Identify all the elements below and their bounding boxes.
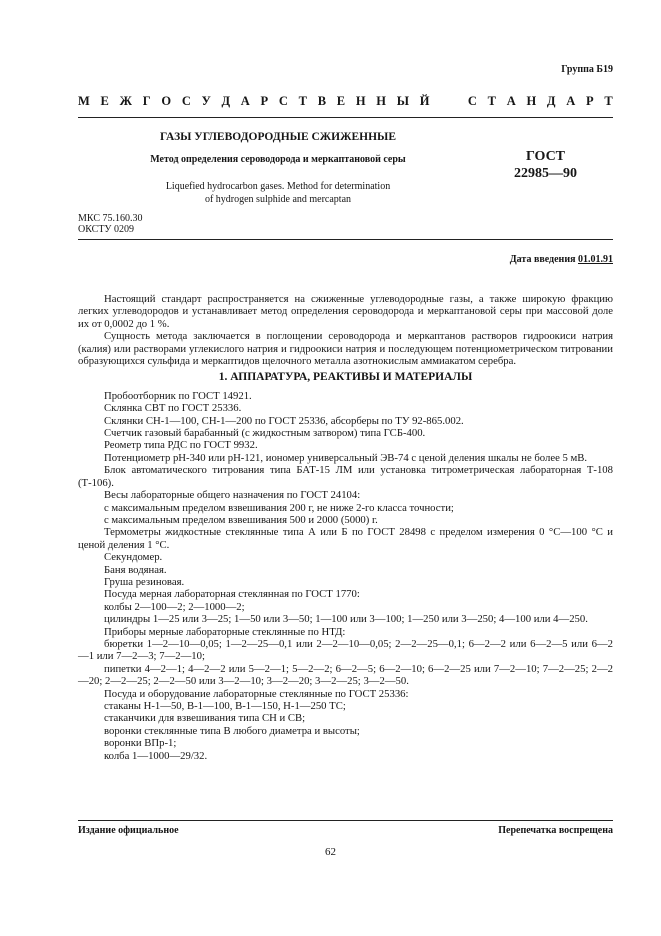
banner-letter: Й	[419, 94, 430, 108]
mks-code: МКС 75.160.30	[78, 213, 143, 224]
group-code: Группа Б19	[561, 64, 613, 75]
list-item: Потенциометр pH-340 или pH-121, иономер универсальный ЭВ-74 с ценой деления шкалы не более 5 мВ.	[104, 451, 588, 464]
scope-paragraph: Настоящий стандарт распространяется на сжиженные углеводородные газы, а также широкую фракцию легких углеводородов и устанавливает метод определения сероводорода и меркаптановой серы при массовой доле их от 0,0002 до 1 %.	[78, 293, 613, 330]
classification-codes	[78, 213, 142, 235]
banner-letter: Ы	[396, 94, 410, 108]
banner-letter: В	[317, 94, 327, 108]
introduction-date-value: 01.01.91	[578, 254, 613, 265]
banner-letter: А	[240, 94, 250, 108]
banner-letter: О	[161, 94, 172, 108]
banner-letter: У	[201, 94, 211, 108]
gost-label: ГОСТ	[525, 149, 566, 164]
banner-letter: Р	[585, 94, 594, 108]
english-title	[78, 180, 478, 206]
banner-letter: С	[278, 94, 288, 108]
list-item: Посуда и оборудование лабораторные стеклянные по ГОСТ 25336:	[104, 687, 409, 700]
introduction-date-label: Дата введения	[509, 254, 576, 265]
document-body	[78, 293, 613, 762]
gost-number: 22985—90	[514, 166, 577, 181]
banner-letter: А	[566, 94, 576, 108]
list-item: бюретки 1—2—10—0,05; 1—2—25—0,1 или 2—2—10—0,05; 2—2—25—0,1; 6—2—2 или 6—2—5 или 6—2—1 или 7—2—3; 7—2—10;	[78, 637, 613, 663]
banner-letter: С	[181, 94, 191, 108]
banner-letter: Ж	[119, 94, 132, 108]
banner-letter: Р	[260, 94, 269, 108]
english-title-line-2: of hydrogen sulphide and mercaptan	[204, 194, 352, 205]
list-item: Термометры жидкостные стеклянные типа А или Б по ГОСТ 28498 с пределом измерения 0 °С—100 °С и ценой деления 1 °С.	[78, 526, 613, 551]
okstu-code: ОКСТУ 0209	[78, 224, 135, 235]
banner-letter	[440, 94, 443, 109]
list-item: цилиндры 1—25 или 3—25; 1—50 или 3—50; 1—100 или 3—100; 1—250 или 3—250; 4—100 или 4—250.	[104, 613, 588, 626]
reprint-prohibited-note: Перепечатка воспрещена	[498, 825, 613, 836]
list-item: воронки ВПр-1;	[104, 737, 177, 750]
banner-letter: Н	[355, 94, 366, 108]
english-title-line-1: Liquefied hydrocarbon gases. Method for determination	[165, 181, 391, 192]
list-item: Секундомер.	[104, 551, 163, 564]
section-heading: 1. АППАРАТУРА, РЕАКТИВЫ И МАТЕРИАЛЫ	[218, 371, 473, 384]
list-item: Приборы мерные лабораторные стеклянные по НТД:	[104, 625, 346, 638]
list-item: Блок автоматического титрования типа БАТ-15 ЛМ или установка титрометрическая лабораторная Т-108 (Т-106).	[78, 464, 613, 489]
banner-letter: Д	[546, 94, 556, 108]
banner-letter: Д	[221, 94, 231, 108]
document-subtitle: Метод определения сероводорода и меркаптановой серы	[150, 154, 406, 165]
list-item: Реометр типа РДС по ГОСТ 9932.	[104, 439, 258, 452]
list-item: Весы лабораторные общего назначения по ГОСТ 24104:	[104, 489, 361, 502]
list-item: Склянки СН-1—100, СН-1—200 по ГОСТ 25336, абсорберы по ТУ 92-865.002.	[104, 414, 464, 427]
banner-letter: Т	[298, 94, 307, 108]
list-item: Счетчик газовый барабанный (с жидкостным затвором) типа ГСБ-400.	[104, 427, 426, 440]
title-divider	[78, 239, 613, 240]
list-item: Посуда мерная лабораторная стеклянная по ГОСТ 1770:	[104, 588, 360, 601]
banner-letter	[454, 94, 457, 109]
list-item: с максимальным пределом взвешивания 200 г, не ниже 2-го класса точности;	[104, 501, 454, 514]
method-essence-paragraph: Сущность метода заключается в поглощении сероводорода и меркаптанов растворов гидроокиси натрия (калия) или растворами углекислого натрия и гидроокиси натрия и последующем потенциометрическом титровании образующихся сульфида и меркаптидов щелочного металла азотнокислым аммиакатом серебра.	[78, 330, 613, 368]
official-edition-note: Издание официальное	[78, 825, 179, 836]
introduction-date	[510, 254, 613, 265]
document-title: ГАЗЫ УГЛЕВОДОРОДНЫЕ СЖИЖЕННЫЕ	[159, 131, 397, 143]
list-item: Груша резиновая.	[104, 575, 185, 588]
list-item: Пробоотборник по ГОСТ 14921.	[104, 389, 252, 402]
banner-letter: М	[78, 94, 90, 108]
list-item: воронки стеклянные типа В любого диаметра и высоты;	[104, 724, 360, 737]
banner-letter: С	[467, 94, 477, 108]
banner-letter: Н	[376, 94, 387, 108]
list-item: стаканы Н-1—50, В-1—100, В-1—150, Н-1—250 ТС;	[104, 700, 346, 712]
banner-letter: Е	[100, 94, 109, 108]
banner-letter: А	[506, 94, 516, 108]
banner-letter: Т	[487, 94, 496, 108]
interstate-standard-banner	[78, 94, 613, 109]
banner-letter: Т	[604, 94, 613, 108]
gost-designation	[478, 148, 613, 182]
footer-divider	[78, 820, 613, 821]
list-item: стаканчики для взвешивания типа СН и СВ;	[104, 712, 306, 725]
page-number: 62	[325, 846, 336, 858]
list-item: Склянка СВТ по ГОСТ 25336.	[104, 402, 242, 415]
equipment-list	[78, 390, 613, 762]
banner-letter: Г	[142, 94, 151, 108]
banner-letter: Н	[526, 94, 537, 108]
header-divider	[78, 117, 613, 118]
list-item: Баня водяная.	[104, 563, 167, 576]
list-item: колба 1—1000—29/32.	[104, 749, 208, 762]
banner-letter: Е	[336, 94, 346, 108]
list-item: с максимальным пределом взвешивания 500 и 2000 (5000) г.	[104, 513, 378, 526]
list-item: колбы 2—100—2; 2—1000—2;	[104, 600, 245, 613]
list-item: пипетки 4—2—1; 4—2—2 или 5—2—1; 5—2—2; 6—2—5; 6—2—10; 6—2—25 или 7—2—10; 7—2—25; 2—2—20; 2—2—25; 2—2—50 или 3—2—10; 3—2—20; 3—2—25; 3—2—50.	[78, 662, 613, 688]
